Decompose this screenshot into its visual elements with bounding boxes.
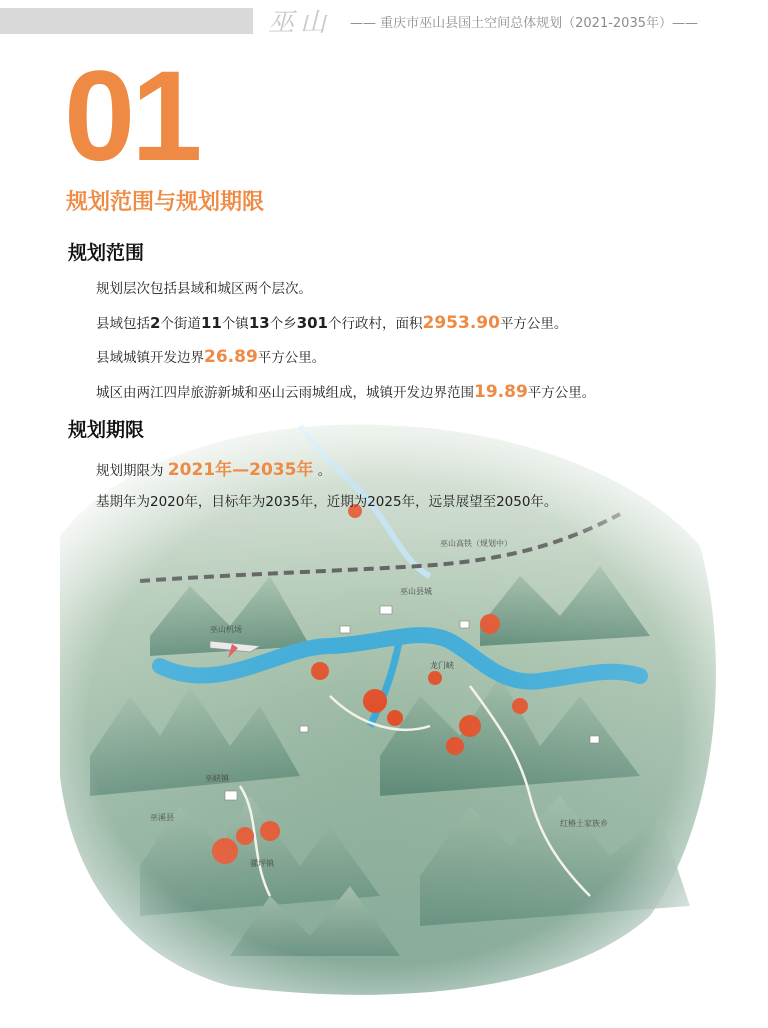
village-count: 301 — [296, 314, 328, 332]
text: 个行政村，面积 — [328, 316, 423, 332]
town-count: 11 — [200, 314, 222, 332]
header-logo: 巫山 — [268, 8, 333, 38]
text: 。 — [313, 463, 332, 479]
text: 个乡 — [269, 316, 297, 332]
scope-paragraph-1: 规划层次包括县域和城区两个层次。 — [96, 281, 312, 297]
period-range: 2021年—2035年 — [167, 460, 314, 480]
section-number: 01 — [64, 45, 199, 188]
text: 平方公里。 — [527, 385, 596, 401]
scope-paragraph-3 — [96, 345, 756, 369]
text: 个街道 — [160, 316, 201, 332]
area-value: 2953.90 — [422, 313, 500, 333]
text: 个镇 — [221, 316, 249, 332]
scope-heading: 规划范围 — [68, 242, 145, 264]
text: 平方公里。 — [257, 350, 326, 366]
period-paragraph-1 — [96, 458, 756, 482]
period-heading: 规划期限 — [68, 419, 145, 441]
section-title: 规划范围与规划期限 — [66, 190, 265, 215]
urban-boundary-value: 19.89 — [474, 382, 528, 402]
header-bar — [0, 8, 253, 34]
text: 县域包括 — [96, 316, 150, 332]
period-paragraph-2: 基期年为2020年，目标年为2035年，近期为2025年，远景展望至2050年。 — [96, 494, 558, 510]
text: 县域城镇开发边界 — [96, 350, 204, 366]
scope-paragraph-2 — [96, 311, 756, 335]
street-count: 2 — [150, 314, 161, 332]
text: 规划期限为 — [96, 463, 168, 479]
county-boundary-value: 26.89 — [204, 347, 258, 367]
scope-paragraph-4 — [96, 380, 756, 404]
text: 城区由两江四岸旅游新城和巫山云雨城组成，城镇开发边界范围 — [96, 385, 474, 401]
township-count: 13 — [248, 314, 270, 332]
text: 平方公里。 — [499, 316, 568, 332]
header-title: —— 重庆市巫山县国土空间总体规划（2021-2035年）—— — [350, 16, 698, 31]
